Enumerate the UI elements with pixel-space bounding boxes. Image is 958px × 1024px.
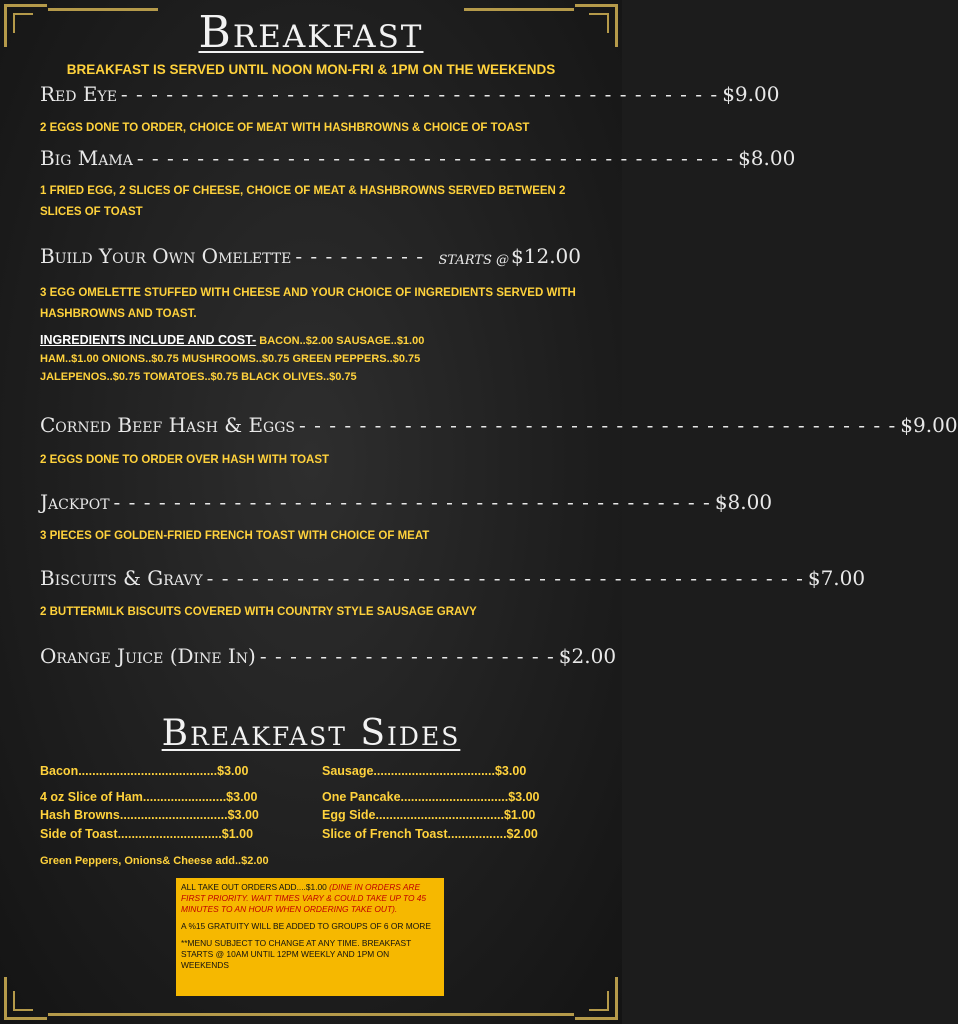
gratuity-note: A %15 GRATUITY WILL BE ADDED TO GROUPS OF 6 OR MORE (181, 921, 431, 931)
takeout-note: (DINE IN ORDERS ARE FIRST PRIORITY. WAIT TIMES VARY & COULD TAKE UP TO 45 MINUTES TO AN HOUR WHEN ORDERING TAKE OUT). (181, 882, 427, 914)
sides-title: Breakfast Sides (161, 713, 461, 754)
leader-dashes: - - - - - - - - - (295, 244, 424, 268)
item-price: $8.00 (738, 146, 796, 170)
side-price: $2.00 (506, 827, 538, 841)
menu-item (40, 244, 581, 268)
sides-addon-note: Green Peppers, Onions& Cheese add..$2.00 (40, 855, 269, 867)
ingredients-line: BACON..$2.00 SAUSAGE..$1.00 (259, 335, 425, 347)
side-name: One Pancake (322, 790, 401, 804)
side-price: $3.00 (217, 764, 249, 778)
side-price: $3.00 (227, 808, 259, 822)
side-item: Sausage...................................$3.00 (322, 764, 527, 778)
item-price: $8.00 (714, 490, 773, 514)
side-name: Bacon (40, 764, 79, 778)
border-line (48, 1013, 574, 1016)
item-description: 3 PIECES OF GOLDEN-FRIED FRENCH TOAST WITH CHOICE OF MEAT (40, 530, 430, 542)
item-name: Biscuits & Gravy (40, 566, 203, 590)
menu-change-note: **MENU SUBJECT TO CHANGE AT ANY TIME. BREAKFAST STARTS @ 10AM UNTIL 12PM WEEKLY AND 1PM ON WEEKENDS (181, 938, 412, 970)
side-item: Bacon........................................$3.00 (40, 764, 249, 778)
side-item: Egg Side.....................................$1.00 (322, 808, 536, 822)
border-corner (575, 977, 618, 1020)
item-description: 2 EGGS DONE TO ORDER, CHOICE OF MEAT WITH HASHBROWNS & CHOICE OF TOAST (40, 122, 530, 134)
side-price: $3.00 (508, 790, 540, 804)
side-name: Sausage (322, 764, 374, 778)
side-item: One Pancake...............................$3.00 (322, 790, 540, 804)
ingredients-list (40, 331, 590, 386)
item-price: $9.00 (722, 82, 780, 106)
side-name: Side of Toast (40, 827, 118, 841)
item-price: $9.00 (900, 413, 958, 437)
item-name: Orange Juice (Dine In) (40, 644, 256, 668)
side-price: $1.00 (503, 808, 536, 822)
leader-dashes: - - - - - - - - - - - - - - - - - - - - - - - - - - - - - - - - - - - - - - - - (299, 413, 897, 437)
item-description: 2 EGGS DONE TO ORDER OVER HASH WITH TOAST (40, 454, 330, 466)
ingredients-line: JALEPENOS..$0.75 TOMATOES..$0.75 BLACK OLIVES..$0.75 (40, 371, 357, 383)
item-name: Jackpot (40, 490, 110, 514)
item-name: Corned Beef Hash & Eggs (40, 413, 296, 437)
ingredients-line: HAM..$1.00 ONIONS..$0.75 MUSHROOMS..$0.75 GREEN PEPPERS..$0.75 (40, 353, 421, 365)
side-name: Egg Side (322, 808, 376, 822)
leader-dashes: - - - - - - - - - - - - - - - - - - - - - - - - - - - - - - - - - - - - - - - - (136, 146, 735, 170)
notice-box (176, 878, 444, 996)
side-price: $3.00 (494, 764, 527, 778)
item-price: $2.00 (558, 644, 617, 668)
side-price: $1.00 (221, 827, 254, 841)
menu-item (40, 82, 780, 106)
takeout-fee: ALL TAKE OUT ORDERS ADD....$1.00 (181, 882, 327, 892)
side-name: 4 oz Slice of Ham (40, 790, 143, 804)
item-price: $7.00 (807, 566, 866, 590)
ingredients-heading: INGREDIENTS INCLUDE AND COST- (40, 333, 257, 347)
item-name: Big Mama (40, 146, 133, 170)
menu-item (40, 644, 617, 668)
item-description: 2 BUTTERMILK BISCUITS COVERED WITH COUNTRY STYLE SAUSAGE GRAVY (40, 606, 477, 618)
side-item: 4 oz Slice of Ham........................$3.00 (40, 790, 258, 804)
leader-dashes: - - - - - - - - - - - - - - - - - - - - - - - - - - - - - - - - - - - - - - - - (120, 82, 719, 106)
side-price: $3.00 (226, 790, 258, 804)
page-title: Breakfast (198, 7, 424, 58)
border-corner (4, 977, 47, 1020)
item-name: Build Your Own Omelette (40, 244, 292, 268)
leader-dashes: - - - - - - - - - - - - - - - - - - - - - - - - - - - - - - - - - - - - - - - - (206, 566, 804, 590)
side-item: Hash Browns...............................$3.00 (40, 808, 259, 822)
starts-at-label: STARTS @ (438, 253, 510, 268)
side-item: Side of Toast..............................$1.00 (40, 827, 254, 841)
item-description: 1 FRIED EGG, 2 SLICES OF CHEESE, CHOICE OF MEAT & HASHBROWNS SERVED BETWEEN 2 SLICES OF TOAST (40, 185, 566, 218)
side-item: Slice of French Toast.................$2.00 (322, 827, 538, 841)
leader-dashes: - - - - - - - - - - - - - - - - - - - - (259, 644, 555, 668)
hours-subtitle: BREAKFAST IS SERVED UNTIL NOON MON-FRI & 1PM ON THE WEEKENDS (66, 62, 556, 77)
menu-item (40, 490, 773, 514)
menu-item (40, 413, 958, 437)
menu-item (40, 146, 796, 170)
item-price: $12.00 (511, 244, 581, 268)
side-name: Slice of French Toast (322, 827, 448, 841)
side-name: Hash Browns (40, 808, 120, 822)
item-name: Red Eye (40, 82, 117, 106)
menu-item (40, 566, 866, 590)
leader-dashes: - - - - - - - - - - - - - - - - - - - - - - - - - - - - - - - - - - - - - - - - (113, 490, 711, 514)
item-description: 3 EGG OMELETTE STUFFED WITH CHEESE AND YOUR CHOICE OF INGREDIENTS SERVED WITH HASHBROWNS AND TOAST. (40, 287, 576, 320)
